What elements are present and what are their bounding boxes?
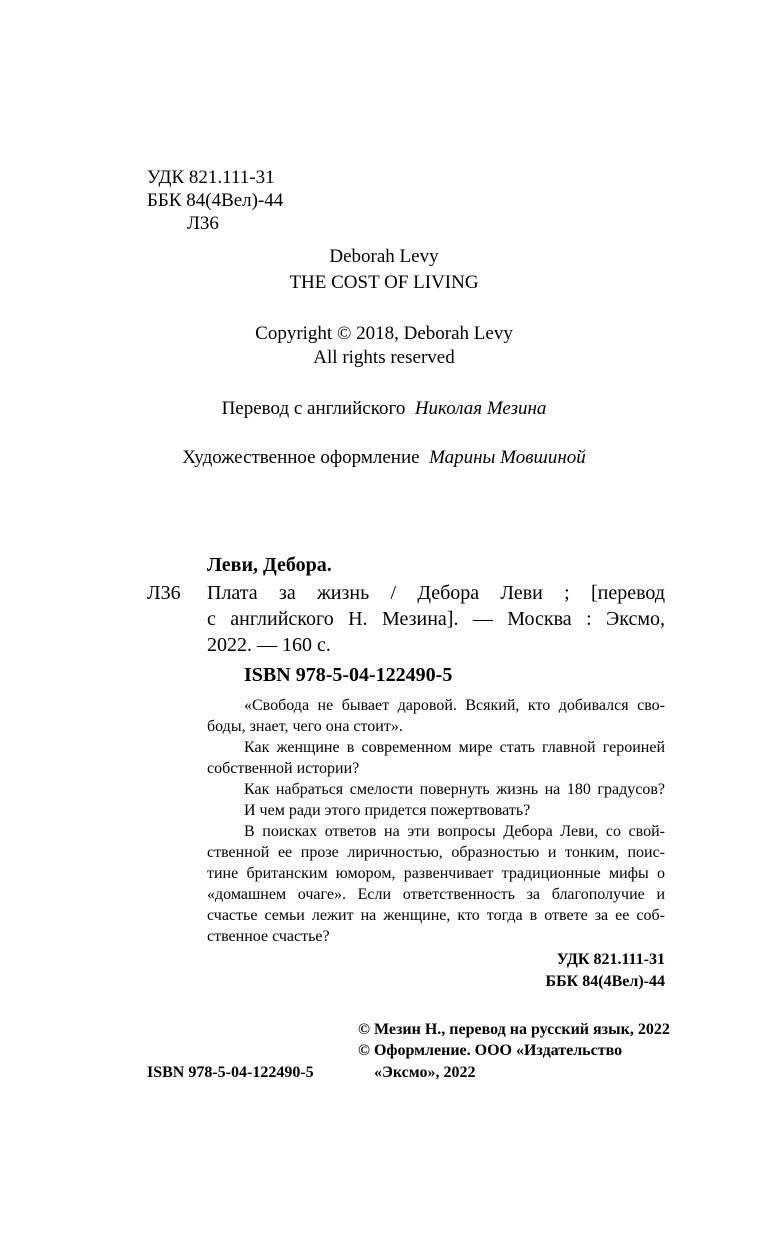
design-credit (0, 447, 768, 469)
biblio-heading: Леви, Дебора. (207, 554, 332, 576)
annotation-line: тине британским юмором, развенчивает традиционные мифы о (207, 865, 665, 882)
biblio-line-1: Плата за жизнь / Дебора Леви ; [перевод (207, 582, 665, 604)
translator-name: Николая Мезина (414, 398, 547, 419)
annotation-line: счастье семьи лежит на женщине, кто тогда в ответе за ее соб- (207, 907, 665, 924)
translation-copyright: © Мезин Н., перевод на русский язык, 2022 (358, 1021, 670, 1038)
copyright-line: Copyright © 2018, Deborah Levy (255, 323, 513, 344)
bbk-code: ББК 84(4Вел)-44 (147, 190, 284, 211)
annotation-bbk: ББК 84(4Вел)-44 (545, 973, 665, 990)
annotation-line: В поисках ответов на эти вопросы Дебора Леви, со свой- (244, 823, 665, 840)
biblio-isbn: ISBN 978-5-04-122490-5 (244, 664, 453, 686)
annotation-line: «Свобода не бывает даровой. Всякий, кто добивался сво- (244, 697, 665, 714)
original-title: THE COST OF LIVING (289, 272, 479, 293)
annotation-line: собственной истории? (207, 760, 360, 777)
translation-credit (0, 398, 768, 420)
publisher-copyright: «Эксмо», 2022 (374, 1064, 476, 1081)
design-copyright: © Оформление. ООО «Издательство (358, 1042, 623, 1059)
annotation-udk: УДК 821.111-31 (556, 951, 665, 968)
annotation-line: И чем ради этого придется пожертвовать? (244, 802, 531, 819)
annotation-line: ственное счастье? (207, 928, 330, 945)
design-prefix: Художественное оформление (182, 447, 420, 468)
biblio-mark: Л36 (147, 582, 181, 604)
rights-line: All rights reserved (313, 347, 455, 368)
footer-isbn: ISBN 978-5-04-122490-5 (147, 1064, 314, 1081)
udk-code: УДК 821.111-31 (147, 167, 275, 188)
biblio-line-3: 2022. — 160 с. (207, 634, 331, 656)
original-author: Deborah Levy (329, 246, 439, 267)
annotation-line: ственной ее прозе лиричностью, образностью и тонким, поис- (207, 844, 665, 861)
author-mark: Л36 (187, 213, 219, 234)
biblio-line-2: с английского Н. Мезина]. — Москва : Эксмо, (207, 608, 665, 630)
annotation-line: «домашнем очаге». Если ответственность за благополучие и (207, 886, 665, 903)
annotation-line: Как женщине в современном мире стать главной героиней (244, 739, 665, 756)
designer-name: Марины Мовшиной (429, 447, 586, 468)
annotation-line: боды, знает, чего она стоит». (207, 718, 403, 735)
translation-prefix: Перевод с английского (221, 398, 406, 419)
annotation-line: Как набраться смелости повернуть жизнь на 180 градусов? (244, 781, 665, 798)
